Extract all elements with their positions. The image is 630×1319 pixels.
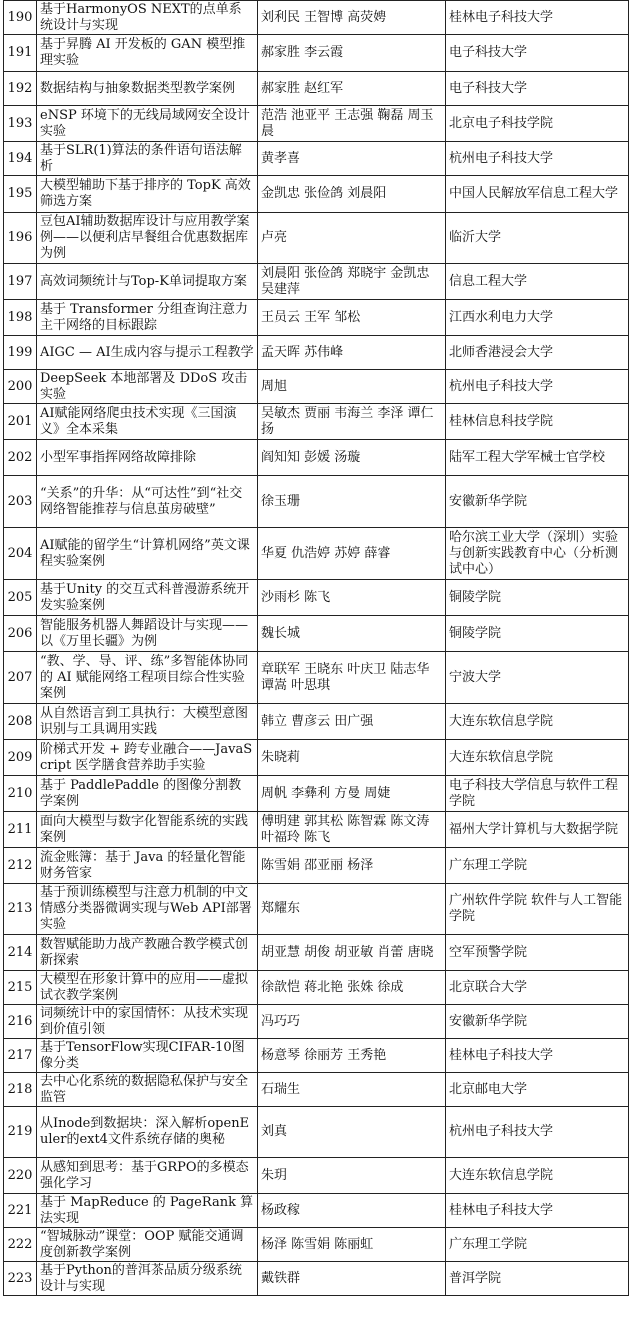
table-row	[4, 704, 629, 740]
project-authors: 冯巧巧	[258, 1005, 446, 1039]
project-school: 广东理工学院	[446, 848, 629, 884]
table-row	[4, 776, 629, 812]
project-title: “关系”的升华：从“可达性”到“社交网络智能推荐与信息茧房破壁”	[37, 476, 258, 528]
row-number: 212	[4, 848, 37, 884]
project-title: 阶梯式开发 + 跨专业融合——JavaScript 医学膳食营养助手实验	[37, 740, 258, 776]
project-title: “教、学、导、评、练”多智能体协同的 AI 赋能网络工程项目综合性实验案例	[37, 652, 258, 704]
project-school: 安徽新华学院	[446, 1005, 629, 1039]
row-number: 209	[4, 740, 37, 776]
table-row	[4, 264, 629, 300]
row-number: 210	[4, 776, 37, 812]
row-number: 221	[4, 1194, 37, 1228]
project-title: DeepSeek 本地部署及 DDoS 攻击实验	[37, 370, 258, 404]
project-authors: 魏长城	[258, 616, 446, 652]
table-row	[4, 476, 629, 528]
table-row	[4, 1158, 629, 1194]
table-row	[4, 884, 629, 935]
row-number: 199	[4, 336, 37, 370]
project-title: 词频统计中的家国情怀：从技术实现到价值引领	[37, 1005, 258, 1039]
project-school: 北师香港浸会大学	[446, 336, 629, 370]
table-row	[4, 580, 629, 616]
row-number: 207	[4, 652, 37, 704]
project-school: 大连东软信息学院	[446, 1158, 629, 1194]
table-row	[4, 35, 629, 72]
project-school: 杭州电子科技大学	[446, 142, 629, 176]
project-authors: 戴铁群	[258, 1262, 446, 1296]
project-authors: 吴敏杰 贾丽 韦海兰 李泽 谭仁扬	[258, 404, 446, 440]
project-school: 大连东软信息学院	[446, 740, 629, 776]
project-title: 大模型辅助下基于排序的 TopK 高效 筛选方案	[37, 176, 258, 213]
project-school: 北京联合大学	[446, 971, 629, 1005]
row-number: 193	[4, 106, 37, 142]
project-school: 桂林电子科技大学	[446, 1194, 629, 1228]
project-school: 北京邮电大学	[446, 1073, 629, 1107]
table-row	[4, 1228, 629, 1262]
project-authors: 杨政稼	[258, 1194, 446, 1228]
project-title: 基于Python的普洱茶品质分级系统设计与实现	[37, 1262, 258, 1296]
project-authors: 范浩 池亚平 王志强 鞠磊 周玉晨	[258, 106, 446, 142]
project-school: 广东理工学院	[446, 1228, 629, 1262]
table-row	[4, 1262, 629, 1296]
project-title: “智城脉动”课堂：OOP 赋能交通调度创新教学案例	[37, 1228, 258, 1262]
row-number: 223	[4, 1262, 37, 1296]
project-authors: 傅明建 郭其松 陈智霖 陈文涛 叶福玲 陈飞	[258, 812, 446, 848]
row-number: 204	[4, 528, 37, 580]
row-number: 219	[4, 1107, 37, 1158]
project-title: 基于HarmonyOS NEXT的点单系统设计与实现	[37, 1, 258, 35]
project-title: 基于预训练模型与注意力机制的中文情感分类器微调实现与Web API部署实验	[37, 884, 258, 935]
row-number: 202	[4, 440, 37, 476]
project-authors: 王员云 王军 邹松	[258, 300, 446, 336]
project-school: 信息工程大学	[446, 264, 629, 300]
project-authors: 刘利民 王智博 高荧娉	[258, 1, 446, 35]
project-authors: 黄孝喜	[258, 142, 446, 176]
project-title: 数智赋能助力战产教融合教学模式创新探索	[37, 935, 258, 971]
project-authors: 陈雪娟 邵亚丽 杨泽	[258, 848, 446, 884]
project-authors: 韩立 曹彦云 田广强	[258, 704, 446, 740]
project-title: 高效词频统计与Top-K单词提取方案	[37, 264, 258, 300]
project-school: 杭州电子科技大学	[446, 370, 629, 404]
table-row	[4, 404, 629, 440]
row-number: 192	[4, 72, 37, 106]
project-title: AIGC — AI生成内容与提示工程教学	[37, 336, 258, 370]
table-row	[4, 935, 629, 971]
project-authors: 徐玉珊	[258, 476, 446, 528]
project-title: 基于Unity 的交互式科普漫游系统开发实验案例	[37, 580, 258, 616]
project-authors: 朱玥	[258, 1158, 446, 1194]
row-number: 206	[4, 616, 37, 652]
project-school: 空军预警学院	[446, 935, 629, 971]
project-school: 桂林信息科技学院	[446, 404, 629, 440]
table-row	[4, 528, 629, 580]
table-row	[4, 848, 629, 884]
project-authors: 周旭	[258, 370, 446, 404]
row-number: 194	[4, 142, 37, 176]
row-number: 217	[4, 1039, 37, 1073]
project-school: 哈尔滨工业大学（深圳）实验与创新实践教育中心（分析测试中心）	[446, 528, 629, 580]
row-number: 201	[4, 404, 37, 440]
project-school: 桂林电子科技大学	[446, 1, 629, 35]
row-number: 197	[4, 264, 37, 300]
project-title: 面向大模型与数字化智能系统的实践案例	[37, 812, 258, 848]
table-row	[4, 142, 629, 176]
row-number: 208	[4, 704, 37, 740]
table-row	[4, 1194, 629, 1228]
project-authors: 石瑞生	[258, 1073, 446, 1107]
project-school: 中国人民解放军信息工程大学	[446, 176, 629, 213]
project-title: AI赋能的留学生“计算机网络”英文课程实验案例	[37, 528, 258, 580]
project-title: 大模型在形象计算中的应用——虚拟试衣教学案例	[37, 971, 258, 1005]
project-title: 从Inode到数据块：深入解析openEuler的ext4文件系统存储的奥秘	[37, 1107, 258, 1158]
table-row	[4, 1073, 629, 1107]
project-title: 基于 PaddlePaddle 的图像分割教学案例	[37, 776, 258, 812]
project-authors: 郑耀东	[258, 884, 446, 935]
project-authors: 卢亮	[258, 213, 446, 264]
project-school: 电子科技大学	[446, 35, 629, 72]
project-authors: 郝家胜 赵红军	[258, 72, 446, 106]
table-row	[4, 740, 629, 776]
project-authors: 朱晓莉	[258, 740, 446, 776]
table-row	[4, 1005, 629, 1039]
row-number: 205	[4, 580, 37, 616]
table-row	[4, 812, 629, 848]
table-row	[4, 1107, 629, 1158]
table-row	[4, 176, 629, 213]
row-number: 198	[4, 300, 37, 336]
project-title: 智能服务机器人舞蹈设计与实现——以《万里长疆》为例	[37, 616, 258, 652]
project-school: 铜陵学院	[446, 580, 629, 616]
project-authors: 周帆 李彝利 方曼 周婕	[258, 776, 446, 812]
project-school: 福州大学计算机与大数据学院	[446, 812, 629, 848]
project-authors: 阎知知 彭媛 汤璇	[258, 440, 446, 476]
table-row	[4, 213, 629, 264]
table-row	[4, 1039, 629, 1073]
row-number: 218	[4, 1073, 37, 1107]
row-number: 213	[4, 884, 37, 935]
row-number: 215	[4, 971, 37, 1005]
project-title: 小型军事指挥网络故障排除	[37, 440, 258, 476]
project-school: 北京电子科技学院	[446, 106, 629, 142]
project-school: 广州软件学院 软件与人工智能学院	[446, 884, 629, 935]
project-authors: 金凯忠 张俭鸽 刘晨阳	[258, 176, 446, 213]
project-title: eNSP 环境下的无线局域网安全设计实验	[37, 106, 258, 142]
table-row	[4, 106, 629, 142]
row-number: 216	[4, 1005, 37, 1039]
project-authors: 孟天晖 苏伟峰	[258, 336, 446, 370]
project-school: 安徽新华学院	[446, 476, 629, 528]
project-school: 普洱学院	[446, 1262, 629, 1296]
project-school: 陆军工程大学军械士官学校	[446, 440, 629, 476]
table-row	[4, 300, 629, 336]
project-school: 临沂大学	[446, 213, 629, 264]
table-row	[4, 1, 629, 35]
project-school: 电子科技大学信息与软件工程学院	[446, 776, 629, 812]
project-list-body	[4, 1, 629, 1296]
project-title: 从感知到思考：基于GRPO的多模态强化学习	[37, 1158, 258, 1194]
row-number: 211	[4, 812, 37, 848]
project-school: 杭州电子科技大学	[446, 1107, 629, 1158]
project-school: 铜陵学院	[446, 616, 629, 652]
project-authors: 刘晨阳 张俭鸽 郑晓宇 金凯忠 吴建萍	[258, 264, 446, 300]
row-number: 222	[4, 1228, 37, 1262]
table-row	[4, 616, 629, 652]
project-title: 从自然语言到工具执行：大模型意图识别与工具调用实践	[37, 704, 258, 740]
row-number: 203	[4, 476, 37, 528]
project-title: 流金账簿：基于 Java 的轻量化智能财务管家	[37, 848, 258, 884]
row-number: 196	[4, 213, 37, 264]
project-list-table	[3, 0, 629, 1296]
project-title: 基于 MapReduce 的 PageRank 算法实现	[37, 1194, 258, 1228]
table-row	[4, 440, 629, 476]
project-title: 基于TensorFlow实现CIFAR-10图像分类	[37, 1039, 258, 1073]
row-number: 220	[4, 1158, 37, 1194]
project-authors: 华夏 仇浩婷 苏婷 薛睿	[258, 528, 446, 580]
project-school: 江西水利电力大学	[446, 300, 629, 336]
project-authors: 杨意琴 徐丽芳 王秀艳	[258, 1039, 446, 1073]
project-authors: 沙雨杉 陈飞	[258, 580, 446, 616]
project-title: 基于昇腾 AI 开发板的 GAN 模型推理实验	[37, 35, 258, 72]
project-authors: 郝家胜 李云霞	[258, 35, 446, 72]
project-title: 豆包AI辅助数据库设计与应用教学案例——以便利店早餐组合优惠数据库为例	[37, 213, 258, 264]
project-authors: 杨泽 陈雪娟 陈丽虹	[258, 1228, 446, 1262]
table-row	[4, 971, 629, 1005]
project-title: 去中心化系统的数据隐私保护与安全监管	[37, 1073, 258, 1107]
table-row	[4, 652, 629, 704]
project-authors: 徐歆恺 蒋北艳 张姝 徐成	[258, 971, 446, 1005]
project-title: 数据结构与抽象数据类型教学案例	[37, 72, 258, 106]
row-number: 195	[4, 176, 37, 213]
project-authors: 刘真	[258, 1107, 446, 1158]
row-number: 214	[4, 935, 37, 971]
table-row	[4, 336, 629, 370]
project-title: AI赋能网络爬虫技术实现《三国演义》全本采集	[37, 404, 258, 440]
table-row	[4, 72, 629, 106]
project-school: 大连东软信息学院	[446, 704, 629, 740]
row-number: 190	[4, 1, 37, 35]
row-number: 191	[4, 35, 37, 72]
table-row	[4, 370, 629, 404]
project-title: 基于 Transformer 分组查询注意力主干网络的目标跟踪	[37, 300, 258, 336]
project-school: 电子科技大学	[446, 72, 629, 106]
project-authors: 胡亚慧 胡俊 胡亚敏 肖蕾 唐晓	[258, 935, 446, 971]
project-school: 宁波大学	[446, 652, 629, 704]
project-title: 基于SLR(1)算法的条件语句语法解析	[37, 142, 258, 176]
row-number: 200	[4, 370, 37, 404]
project-authors: 章联军 王晓东 叶庆卫 陆志华 谭嵩 叶思琪	[258, 652, 446, 704]
project-school: 桂林电子科技大学	[446, 1039, 629, 1073]
